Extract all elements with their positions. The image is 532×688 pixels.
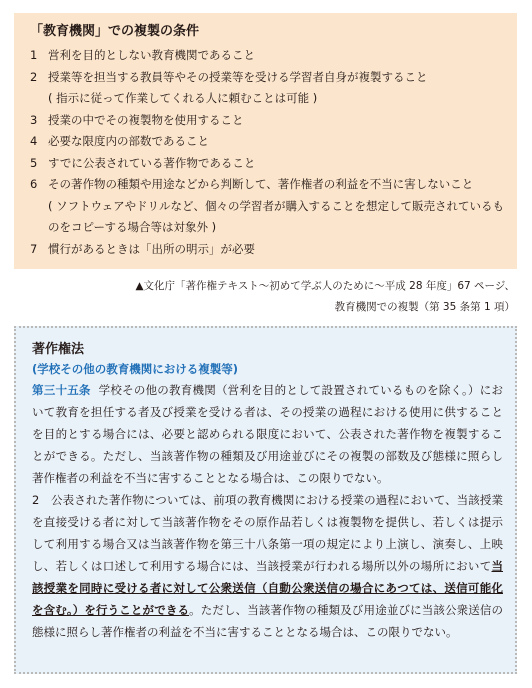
condition-number: 7 bbox=[30, 241, 38, 256]
law-text: 学校その他の教育機関（営利を目的として設置されているものを除く。）において教育を担任する者及び授業を受ける者は、その授業の過程における使用に供することを目的とする場合には、必要と認められる限度において、公表された著作物を複製することができる。ただし、当該著作物の種類及び用途並びにその複製の部数及び態様に照らし著作権者の利益を不当に害することとなる場合は、この限りでない。 bbox=[32, 383, 503, 485]
law-paragraph-2 bbox=[32, 489, 503, 643]
condition-text: 慣行があるときは「出所の明示」が必要 bbox=[48, 241, 255, 256]
citation-line: 教育機関での複製（第 35 条第 1 項） bbox=[334, 301, 515, 313]
condition-number: 3 bbox=[30, 112, 38, 127]
condition-item bbox=[30, 67, 505, 89]
condition-item bbox=[30, 45, 505, 67]
law-title: 著作権法 bbox=[32, 342, 85, 357]
law-emphasis: 当該授業を同時に受ける者に対して公衆送信（自動公衆送信の場合にあつては、送信可能化を含む。）を行うことができる bbox=[32, 559, 503, 617]
condition-text: すでに公表されている著作物であること bbox=[48, 155, 256, 170]
citation bbox=[85, 276, 515, 318]
condition-number: 1 bbox=[30, 48, 38, 62]
condition-number: 2 bbox=[30, 69, 38, 84]
condition-text: 授業の中でその複製物を使用すること bbox=[48, 112, 244, 127]
law-subtitle: (学校その他の教育機関における複製等) bbox=[32, 362, 239, 376]
law-paragraph-1 bbox=[32, 379, 503, 489]
law-box bbox=[14, 326, 517, 674]
law-text: 2 公表された著作物については、前項の教育機関における授業の過程において、当該授業を直接受ける者に対して当該著作物をその原作品若しくは複製物を提供し、若しくは提示して利用する場合又は当該著作物を第三十八条第一項の規定により上演し、演奏し、上映し、若しくは口述して利用する場合には、当該授業が行われる場所以外の場所において bbox=[32, 493, 503, 573]
condition-text: 営利を目的としない教育機関であること bbox=[48, 48, 255, 62]
condition-note: ( 指示に従って作業してくれる人に頼むことは可能 ) bbox=[48, 91, 318, 105]
condition-item bbox=[30, 239, 505, 261]
condition-item bbox=[30, 131, 505, 153]
condition-text: 必要な限度内の部数であること bbox=[48, 134, 209, 148]
condition-item bbox=[30, 110, 505, 132]
condition-item bbox=[30, 174, 505, 196]
condition-number: 6 bbox=[30, 177, 38, 191]
condition-number: 5 bbox=[30, 155, 38, 170]
condition-text: その著作物の種類や用途などから判断して、著作権者の利益を不当に害しないこと bbox=[48, 177, 474, 191]
condition-note: のをコピーする場合等は対象外 ) bbox=[48, 220, 217, 234]
citation-line: ▲文化庁「著作権テキスト〜初めて学ぶ人のために〜平成 28 年度」67 ページ、 bbox=[135, 280, 515, 292]
condition-item bbox=[30, 153, 505, 175]
condition-text: 授業等を担当する教員等やその授業等を受ける学習者自身が複製すること bbox=[48, 69, 428, 84]
law-text: 。ただし、当該著作物の種類及び用途並びに当該公衆送信の態様に照らし著作権者の利益を不当に害することとなる場合は、この限りでない。 bbox=[32, 603, 504, 639]
condition-number: 4 bbox=[30, 134, 38, 148]
condition-note: ( ソフトウェアやドリルなど、個々の学習者が購入することを想定して販売されているも bbox=[48, 198, 504, 213]
conditions-box bbox=[14, 13, 517, 269]
article-label: 第三十五条 bbox=[32, 383, 91, 397]
conditions-title: 「教育機関」での複製の条件 bbox=[30, 24, 200, 39]
